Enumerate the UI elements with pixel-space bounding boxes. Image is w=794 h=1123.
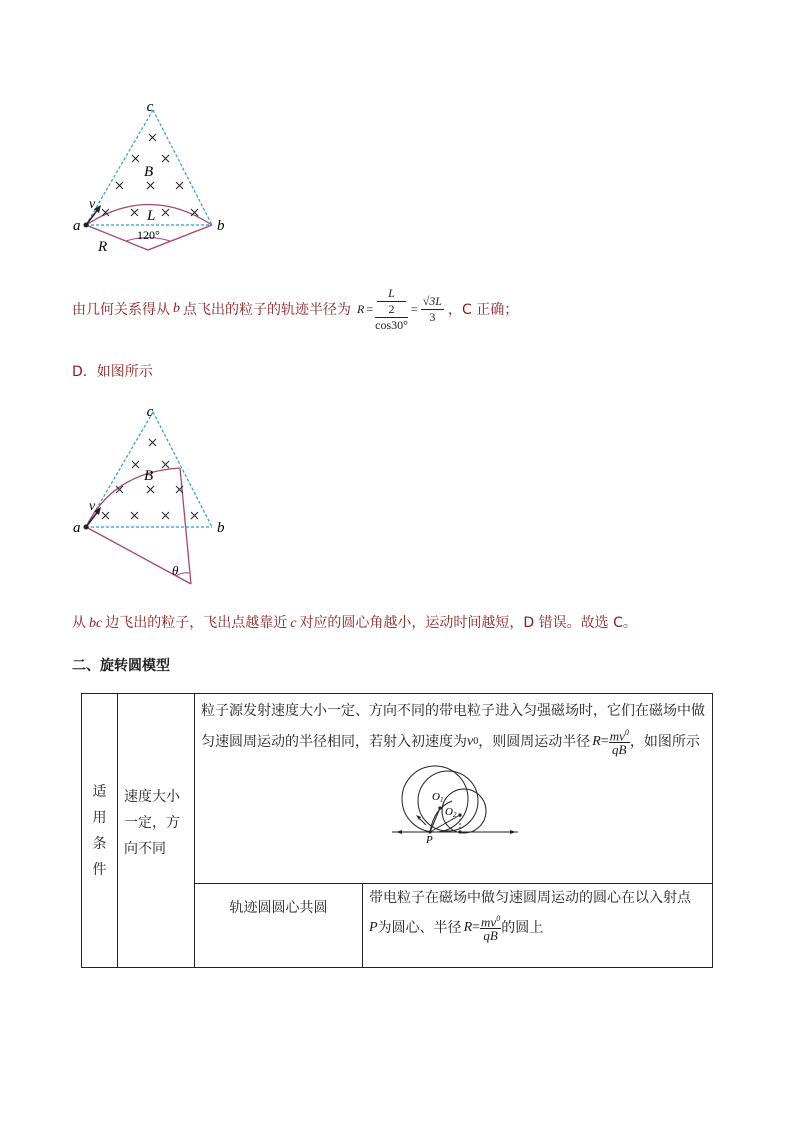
cell-row2-label (195, 884, 363, 968)
label-B: B (144, 164, 154, 180)
row2-text-c: 的圆上 (501, 919, 544, 936)
velocity-condition-line: 向不同 (124, 841, 166, 857)
row2-line-b (369, 912, 706, 943)
line1-b-var: b (173, 301, 180, 316)
row1-text-b: 匀速圆周运动的半径相同，若射入初速度为 (201, 733, 467, 750)
label-b-2: b (217, 520, 225, 536)
frac-inner-L: L (377, 286, 406, 302)
label-angle-120: 120° (137, 228, 160, 242)
row2-frac-num-sup: 0 (496, 914, 501, 923)
label-R: R (98, 239, 108, 255)
line2-prefix: 从 (72, 615, 86, 631)
row2-text-b: 为圆心、半径 (377, 919, 462, 936)
row1-fraction-mv0-qB (609, 726, 630, 757)
row1-line-b (201, 726, 706, 757)
label-c-2: c (146, 404, 154, 420)
row2-frac-num: mv (481, 914, 497, 930)
line2-c-var: c (290, 616, 297, 631)
velocity-condition-line: 一定，方 (124, 815, 180, 831)
row1-frac-den: qB (612, 742, 627, 758)
section-heading: 二、旋转圆模型 (72, 658, 170, 674)
fig-label-O1: O (432, 791, 440, 804)
line1-suffix: ，C 正确； (447, 302, 519, 318)
label-B-2: B (144, 468, 154, 484)
fig-label-O1-sub: 1 (439, 796, 444, 805)
row2-label: 轨迹圆圆心共圆 (229, 900, 328, 916)
line1-R-var: R (357, 301, 365, 316)
row1-text-c: ，则圆周运动半径 (478, 733, 591, 750)
cell-row1-description (195, 694, 713, 884)
line1-prefix: 由几何关系得从 (72, 302, 170, 318)
fraction-L2-over-cos30 (375, 286, 408, 333)
frac2-num: √3L (422, 293, 442, 308)
figure-rotating-circles (390, 763, 520, 843)
figure-triangle-arc-120 (68, 98, 238, 258)
applicable-conditions-label (82, 779, 117, 883)
row1-frac-num-sup: 0 (624, 728, 629, 737)
row1-v0: v (467, 733, 474, 749)
velocity-condition-line: 速度大小 (124, 789, 180, 805)
row1-text-d: ，如图所示 (629, 733, 700, 750)
label-L: L (147, 208, 156, 224)
rotating-circle-model-table (81, 693, 713, 968)
applicable-conditions-char: 用 (92, 809, 107, 826)
cell-row2-description (363, 884, 713, 968)
row2-eq: = (472, 919, 481, 935)
velocity-condition-label (118, 694, 194, 862)
row1-v0-sub: 0 (473, 735, 479, 747)
frac2-den: 3 (429, 309, 436, 324)
applicable-conditions-char: 件 (92, 861, 107, 878)
fig-label-P: P (426, 834, 433, 844)
row2-fraction-mv0-qB (480, 912, 501, 943)
svg-text:O1 (432, 791, 443, 804)
label-c: c (146, 99, 154, 115)
row1-line-a: 粒子源发射速度大小一定、方向不同的带电粒子进入匀强磁场时，它们在磁场中做 (201, 703, 705, 719)
option-d-label: D．如图所示 (72, 364, 153, 380)
frac-inner-2: 2 (388, 301, 395, 316)
label-v-2: v (89, 499, 96, 514)
conclusion-line (72, 612, 637, 632)
row2-P: P (369, 919, 378, 935)
label-a-2: a (73, 520, 81, 536)
line1-eq2: = (410, 301, 418, 316)
applicable-conditions-char: 条 (92, 835, 107, 852)
fig-label-O2: O (445, 806, 453, 819)
line2-suffix: 对应的圆心角越小，运动时间越短，D 错误。故选 C。 (299, 615, 637, 631)
row2-R: R (463, 919, 473, 935)
svg-text:O2 (445, 806, 457, 819)
figure-triangle-arc-theta (68, 400, 238, 590)
fig-label-O2-sub: 2 (452, 811, 457, 820)
row2-frac-den: qB (483, 928, 498, 944)
frac-den-cos30: cos30° (375, 317, 408, 332)
cell-applicable-conditions (82, 694, 118, 968)
applicable-conditions-char: 适 (92, 783, 107, 800)
row1-R: R (592, 733, 601, 749)
row1-frac-num: mv (609, 728, 625, 744)
line1-eq1: = (366, 301, 374, 316)
fraction-sqrt3L-over-3 (421, 294, 444, 325)
row2-line-a: 带电粒子在磁场中做匀速圆周运动的圆心在以入射点 (369, 890, 691, 906)
line1-middle: 点飞出的粒子的轨迹半径为 (183, 302, 351, 318)
label-theta: θ (172, 563, 179, 578)
label-a: a (73, 218, 81, 234)
row1-eq: = (600, 733, 609, 749)
label-b: b (217, 218, 225, 234)
radius-derivation-line (72, 283, 518, 335)
line2-bc-var: bc (89, 616, 103, 631)
line2-middle: 边飞出的粒子，飞出点越靠近 (105, 615, 288, 631)
label-v: v (89, 197, 96, 212)
cell-velocity-condition (118, 694, 195, 968)
